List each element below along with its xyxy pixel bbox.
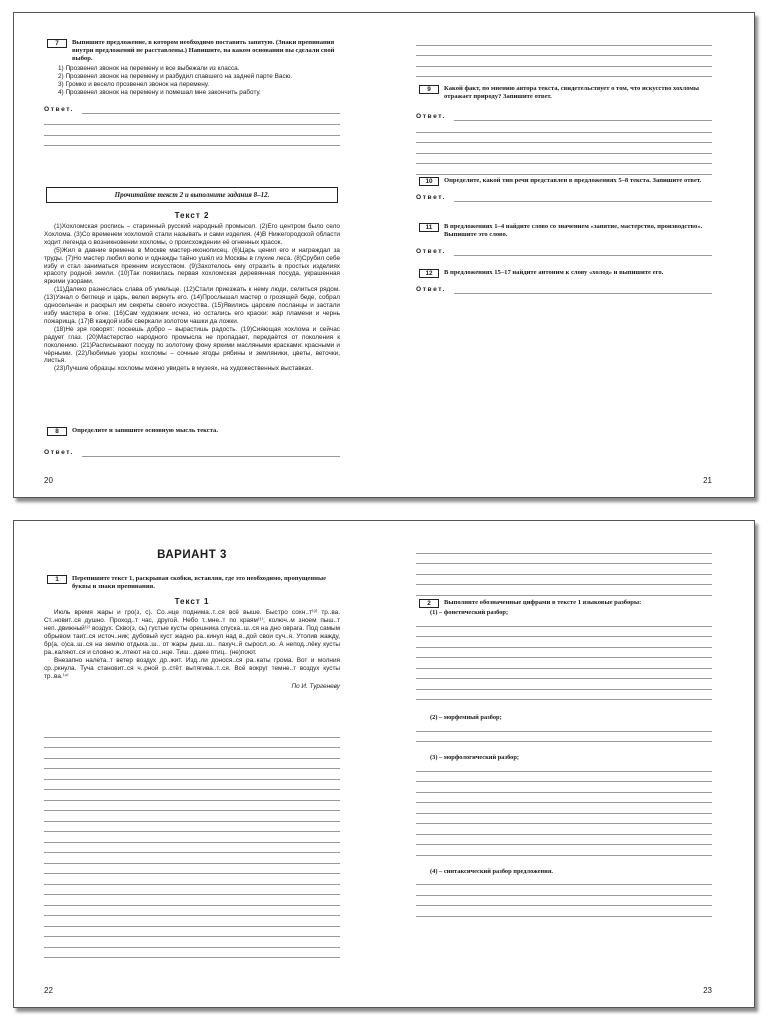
answer-line[interactable] [416,690,712,701]
answer-line[interactable] [44,832,340,843]
task-2 [416,599,712,607]
answer-line[interactable] [416,679,712,690]
text-paragraph: (23)Лучшие образцы хохломы можно увидеть в музеях, на художественных выставках. [54,365,314,373]
answer-line[interactable] [416,782,712,793]
subtask-phonetic: (1) – фонетический разбор; [430,609,509,617]
task-1 [44,575,340,591]
task-question: Определите и запишите основную мысль текста. [72,427,218,434]
subtask-syntactic: (4) – синтаксический разбор предложения. [430,867,553,875]
author: По И. Тургеневу [291,682,340,690]
answer-line[interactable] [416,896,712,907]
answer-line[interactable] [416,772,712,783]
answer-line[interactable] [416,67,712,78]
answer-line[interactable] [416,585,712,596]
answer-line[interactable] [44,801,340,812]
answer-line[interactable] [44,769,340,780]
answer-line[interactable] [416,906,712,917]
task-number: 12 [419,269,439,278]
option-3: 3) Громко и весело прозвенел звонок на перемену. [58,80,210,88]
task-12 [416,269,712,277]
answer-line[interactable] [416,154,712,165]
subtask-morphemic: (2) – морфемный разбор; [430,714,502,722]
answer-line[interactable] [44,885,340,896]
text-title: Текст 2 [174,211,210,220]
answer-line[interactable] [416,575,712,586]
answer-line[interactable] [44,843,340,854]
answer-line[interactable] [44,895,340,906]
task-number: 10 [419,177,439,186]
answer-line[interactable] [44,853,340,864]
text-paragraph: (11)Далеко разнеслась слава об умельце. (12)Стали приезжать к нему люди, селиться рядом. (13)Узнал о беглеце и царь, велел вернуть его. (14)Прослышал мастер о грозящей беде, собрал односельчан и раскрыл им секреты своего искусства. (15)Явились царские посланцы и застали избу мастера в огне. (16)Сам художник исчез, но остались его краски: жар пламени и чернь пожарища. (17)В каждой избе сверкали золотом чашки да ложки. [44,286,340,325]
answer-line[interactable] [416,732,712,743]
page-number: 21 [703,476,712,485]
answer-line[interactable] [416,835,712,846]
answer-line[interactable] [44,748,340,759]
answer-line[interactable] [416,803,712,814]
text-paragraph: Июль время жары и гро(з, с). Со..нце поднима..т..ся всё выше. Быстро сохн..т⁽³⁾ тр..ва. Ст..новит..ся душно. Проход..т час, другой. Небо т..мне..т по краям⁽¹⁾; колюч..м зноем пыш..т неп..движный⁽²⁾ воздух. Скво(з, сь) густые кусты орешника спуска..ш..ся на дно оврага. Под самым обрывом таит..ся источ..ник; дубовый куст жадно ра..кинул над в..дой свои суч..я. Утолив жажду, бр(а, о)са..ш..ся на землю отдыха..ш.. от жары дыш..ш.. пахуч..й сыросл..ю. А непод..лёку кусты ра..каляют..ся и словно ж..лтеют на со..нце. Тиш.. даже птиц.. (не)поют. [44,609,340,656]
answer-line[interactable] [44,937,340,948]
task-number: 1 [47,575,67,584]
answer-label: Ответ. [44,106,340,115]
answer-line[interactable] [416,637,712,648]
option-4: 4) Прозвенел звонок на перемену и помешал мне закончить работу. [58,88,261,96]
answer-line[interactable] [44,916,340,927]
answer-line[interactable] [416,761,712,772]
answer-line[interactable] [44,780,340,791]
task-11 [416,223,712,239]
answer-line[interactable] [416,885,712,896]
answer-line[interactable] [416,658,712,669]
bottom-spread [13,520,755,1008]
writing-lines [416,721,712,742]
answer-line[interactable] [416,143,712,154]
answer-line[interactable] [44,759,340,770]
task-question: Перепишите текст 1, раскрывая скобки, вставляя, где это необходимо, пропущенные буквы и знаки препинания. [72,575,327,591]
page-number: 20 [44,476,53,485]
text-paragraph: (1)Хохломская роспись – старинный русский народный промысел. (2)Его центром было село Хохлома. (3)Со временем хохломой стали называть и сами изделия. (4)В Нижегородской области ходит легенда о возникновении хохломы, о происхождении её огненных красок. [44,223,340,246]
writing-lines [416,616,712,700]
answer-line[interactable] [416,721,712,732]
page-21 [416,13,712,497]
variant-title: ВАРИАНТ 3 [157,549,227,561]
text-paragraph: (5)Жил в давние времена в Москве мастер-иконописец. (6)Царь ценил его и награждал за труды. (7)Но мастер любил волю и однажды тайно ушёл из Москвы в глухие леса. (8)Срубил себе избу и стал заниматься прежним искусством. (9)Захотелось ему отразить в простых изделиях красоту родной земли. (10)Так появилась первая хохломская деревянная посуда, украшенная яркими узорами. [44,246,340,286]
answer-label: Ответ. [416,194,712,203]
answer-line[interactable] [416,35,712,46]
task-8 [44,427,340,435]
task-number: 2 [419,599,439,608]
answer-line[interactable] [44,136,340,147]
answer-line[interactable] [416,164,712,175]
writing-lines [44,727,340,958]
page-20 [44,13,340,497]
task-question: Выпишите предложение, в котором необходимо поставить запятую. (Знаки препинания внутри предложений не расставлены.) Напишите, на каком основании вы сделали свой выбор. [72,39,335,63]
answer-line[interactable] [416,46,712,57]
answer-line[interactable] [44,790,340,801]
answer-line[interactable] [44,738,340,749]
task-number: 7 [47,39,67,48]
task-question: Какой факт, по мнению автора текста, свидетельствует о том, что искусство хохломы отражает природу? Запишите ответ. [444,85,700,101]
answer-line[interactable] [416,845,712,856]
page-number: 22 [44,986,53,995]
text-paragraph: (18)Не зря говорят: посеешь добро – вырастишь радость. (19)Сияющая хохлома и сейчас радует глаз. (20)Мастерство народного промысла не пропадает, передаётся от поколения к поколению. (21)Расписывают посуду по золотому фону яркими масляными красками: красными и чёрными. (22)Любимые узоры хохломы – сочные ягоды рябины и земляники, цветы, веточки, листья. [44,325,340,365]
page-22 [44,521,340,1007]
task-10 [416,177,712,185]
task-number: 8 [47,427,67,436]
answer-label: Ответ. [416,113,712,122]
answer-line[interactable] [44,948,340,959]
writing-lines [416,761,712,856]
instruction-banner: Прочитайте текст 2 и выполните задания 8–12. [46,187,338,203]
task-question: Определите, какой тип речи представлен в предложениях 5–8 текста. Запишите ответ. [444,177,702,184]
answer-line[interactable] [416,627,712,638]
answer-line[interactable] [416,122,712,133]
task-question: В предложениях 1–4 найдите слово со значением «занятие, мастерство, производство». Выпишите это слово. [444,223,703,239]
subtask-morphological: (3) – морфологический разбор; [430,754,520,762]
page-number: 23 [703,986,712,995]
answer-line[interactable] [416,56,712,67]
writing-lines [416,875,712,917]
answer-line[interactable] [44,125,340,136]
answer-line[interactable] [416,616,712,627]
task-7 [44,39,340,64]
answer-line[interactable] [416,814,712,825]
answer-line[interactable] [44,811,340,822]
top-spread [13,12,755,498]
answer-label: Ответ. [44,449,340,458]
answer-line[interactable] [44,874,340,885]
answer-line[interactable] [44,822,340,833]
answer-line[interactable] [44,727,340,738]
option-2: 2) Прозвенел звонок на перемену и разбудил спавшего на задней парте Васю. [58,72,293,80]
answer-line[interactable] [416,554,712,565]
answer-line[interactable] [416,648,712,659]
answer-line[interactable] [416,793,712,804]
answer-line[interactable] [416,133,712,144]
task-number: 11 [419,223,439,232]
option-1: 1) Прозвенел звонок на перемену и все выбежали из класса. [58,64,240,72]
text-title: Текст 1 [174,597,210,607]
answer-line[interactable] [416,543,712,554]
answer-line[interactable] [44,115,340,126]
answer-line[interactable] [416,875,712,886]
answer-line[interactable] [416,669,712,680]
task-question: В предложениях 15–17 найдите антоним к слову «холод» и выпишите его. [444,269,664,276]
answer-line[interactable] [44,906,340,917]
answer-line[interactable] [44,864,340,875]
task-question: Выполните обозначенные цифрами в тексте 1 языковые разборы: [444,599,642,606]
task-number: 9 [419,85,439,94]
answer-label: Ответ. [416,286,712,295]
answer-label: Ответ. [416,248,712,257]
answer-line[interactable] [416,824,712,835]
task-9 [416,85,712,101]
answer-line[interactable] [44,927,340,938]
answer-line[interactable] [416,564,712,575]
text-paragraph: Внезапно налета..т ветер воздух др..жит. Изд..ли донося..ся ра..каты грома. Вот и молния ср..ркнула. Туча становит..ся ч..рной р..стёт вытягива..т..ся. Всё вокруг темне..т воздух кусты тр..ва.⁽⁴⁾ [44,656,340,680]
page-23 [416,521,712,1007]
